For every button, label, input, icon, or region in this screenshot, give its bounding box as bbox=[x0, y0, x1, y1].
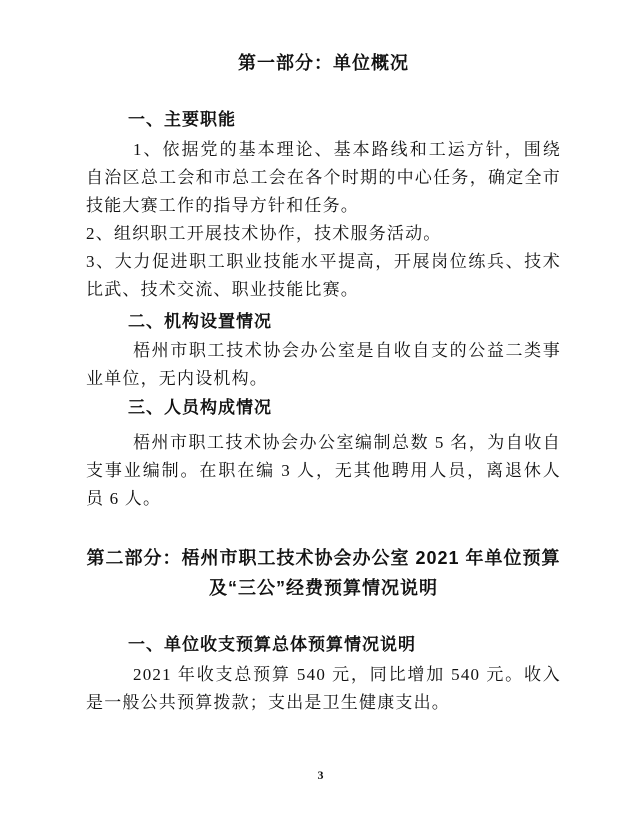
part1-title: 第一部分：单位概况 bbox=[238, 53, 409, 73]
part2-title: 第二部分：梧州市职工技术协会办公室 2021 年单位预算及“三公”经费预算情况说明 bbox=[86, 548, 561, 598]
paragraph-function-1: 1、依据党的基本理论、基本路线和工运方针，围绕自治区总工会和市总工会在各个时期的中心任务，确定全市技能大赛工作的指导方针和任务。 bbox=[86, 140, 561, 215]
section-heading-personnel: 三、人员构成情况 bbox=[128, 398, 272, 417]
page-number: 3 bbox=[317, 768, 324, 782]
paragraph-budget-overview: 2021 年收支总预算 540 元，同比增加 540 元。收入是一般公共预算拨款；支出是卫生健康支出。 bbox=[86, 665, 561, 712]
paragraph-function-2: 2、组织职工开展技术协作，技术服务活动。 bbox=[86, 224, 442, 243]
section-heading-main-functions: 一、主要职能 bbox=[128, 110, 236, 129]
paragraph-personnel: 梧州市职工技术协会办公室编制总数 5 名，为自收自支事业编制。在职在编 3 人，无其他聘用人员，离退休人员 6 人。 bbox=[86, 433, 561, 508]
section-heading-organization: 二、机构设置情况 bbox=[128, 312, 272, 331]
paragraph-organization: 梧州市职工技术协会办公室是自收自支的公益二类事业单位，无内设机构。 bbox=[86, 341, 561, 388]
paragraph-function-3: 3、大力促进职工职业技能水平提高，开展岗位练兵、技术比武、技术交流、职业技能比赛。 bbox=[86, 252, 561, 299]
section-heading-budget-overview: 一、单位收支预算总体预算情况说明 bbox=[128, 635, 416, 654]
